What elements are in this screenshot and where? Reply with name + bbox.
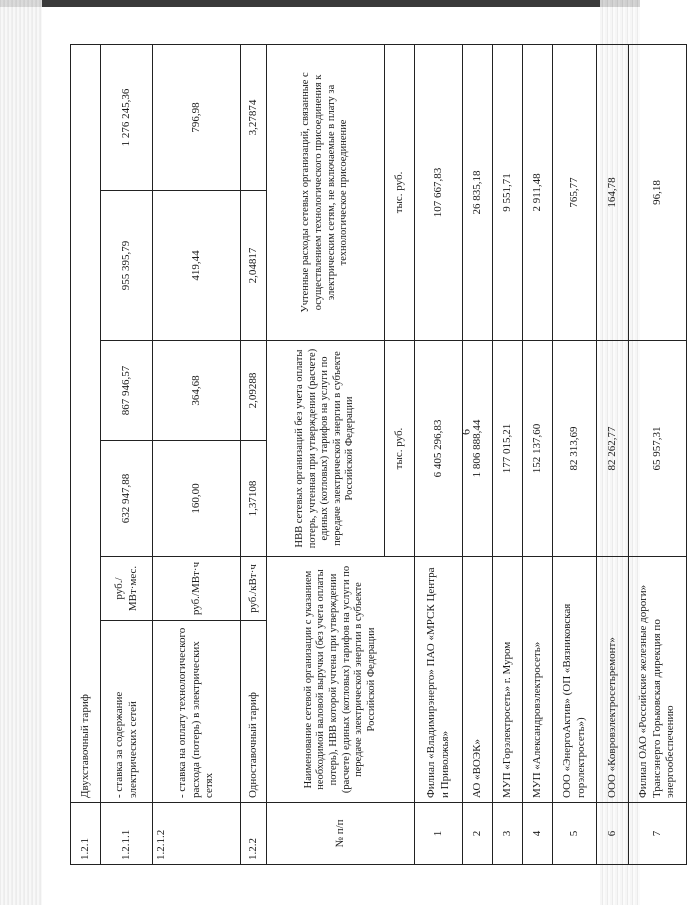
unit-cell: руб./кВт·ч [241, 557, 267, 621]
header-losses: Учтенные расходы сетевых организаций, связанные с осуществлением технологического присоединения к электрическим сетям, не включаемые в плату за технологическое присоединение [267, 44, 385, 340]
table-row [493, 44, 523, 864]
value-cell: 1 276 245,36 [101, 44, 153, 190]
org-name: МУП «Александровэлектросеть» [523, 557, 553, 803]
scan-edge-left [0, 0, 42, 905]
org-nvv: 152 137,60 [523, 341, 553, 557]
value-cell: 3,27874 [241, 44, 267, 190]
table-row [523, 44, 553, 864]
org-num: 1 [415, 803, 463, 865]
value-cell: 1,37108 [241, 441, 267, 557]
org-losses: 164,78 [597, 44, 629, 340]
row-number: 1.2.1.2 [153, 803, 241, 865]
org-header-row [267, 44, 385, 864]
row-label: Одноставочный тариф [241, 621, 267, 803]
table-row [241, 44, 267, 864]
org-nvv: 177 015,21 [493, 341, 523, 557]
value-cell: 632 947,88 [101, 441, 153, 557]
value-cell: 160,00 [153, 441, 241, 557]
value-cell: 955 395,79 [101, 191, 153, 341]
row-number: 1.2.1.1 [101, 803, 153, 865]
org-num: 6 [597, 803, 629, 865]
value-cell: 2,09288 [241, 341, 267, 441]
table-row [415, 44, 463, 864]
org-losses: 765,77 [553, 44, 597, 340]
row-number: 1.2.1 [71, 803, 101, 865]
value-cell: 796,98 [153, 44, 241, 190]
org-nvv: 1 806 888,44 [463, 341, 493, 557]
document-page [70, 45, 677, 865]
org-num: 5 [553, 803, 597, 865]
org-num: 3 [493, 803, 523, 865]
org-nvv: 65 957,31 [629, 341, 687, 557]
unit-nvv: тыс. руб. [385, 341, 415, 557]
tariff-table [70, 44, 687, 865]
row-label: Двухставочный тариф [71, 44, 101, 802]
org-name: ООО «ЭнергоАктив» (ОП «Вязниковская горэлектросеть») [553, 557, 597, 803]
org-name: АО «ВОЭК» [463, 557, 493, 803]
org-losses: 96,18 [629, 44, 687, 340]
org-losses: 107 667,83 [415, 44, 463, 340]
unit-cell: руб./МВт·ч [153, 557, 241, 621]
row-label: - ставка на оплату технологического расхода (потерь) в электрических сетях [153, 621, 241, 803]
table-row [629, 44, 687, 864]
unit-losses: тыс. руб. [385, 44, 415, 340]
org-nvv: 82 262,77 [597, 341, 629, 557]
table-row [153, 44, 241, 864]
org-losses: 2 911,48 [523, 44, 553, 340]
scan-edge-top [0, 0, 640, 7]
header-org-name: Наименование сетевой организации с указанием необходимой валовой выручки (без учета оплаты потерь), НВВ которой учтена при утверждении (расчете) единых (котловых) тарифов на услуги по передаче электрической энергии в субъекте Российской Федерации [267, 557, 415, 803]
org-name: МУП «Горэлектросеть» г. Муром [493, 557, 523, 803]
page-number: 6 [458, 429, 473, 435]
row-label: - ставка за содержание электрических сетей [101, 621, 153, 803]
table-row [463, 44, 493, 864]
org-num: 7 [629, 803, 687, 865]
header-num: № п/п [267, 803, 415, 865]
org-nvv: 6 405 296,83 [415, 341, 463, 557]
row-number: 1.2.2 [241, 803, 267, 865]
unit-cell: руб./ МВт·мес. [101, 557, 153, 621]
table-row [597, 44, 629, 864]
org-losses: 26 835,18 [463, 44, 493, 340]
value-cell: 867 946,57 [101, 341, 153, 441]
table-row [553, 44, 597, 864]
value-cell: 364,68 [153, 341, 241, 441]
landscape-table-area [70, 45, 677, 865]
value-cell: 419,44 [153, 191, 241, 341]
org-num: 4 [523, 803, 553, 865]
table-row [71, 44, 101, 864]
header-nvv: НВВ сетевых организаций без учета оплаты потерь, учтенная при утверждении (расчете) единых (котловых) тарифов на услуги по передаче электрической энергии в субъекте Российской Федерации [267, 341, 385, 557]
org-nvv: 82 313,69 [553, 341, 597, 557]
org-name: Филиал «Владимирэнерго» ПАО «МРСК Центра и Приволжья» [415, 557, 463, 803]
table-row [101, 44, 153, 864]
org-losses: 9 551,71 [493, 44, 523, 340]
org-name: Филиал ОАО «Российские железные дороги» Трансэнерго Горьковская дирекция по энергообеспечению [629, 557, 687, 803]
value-cell: 2,04817 [241, 191, 267, 341]
org-num: 2 [463, 803, 493, 865]
org-name: ООО «Ковровэлектросетьремонт» [597, 557, 629, 803]
